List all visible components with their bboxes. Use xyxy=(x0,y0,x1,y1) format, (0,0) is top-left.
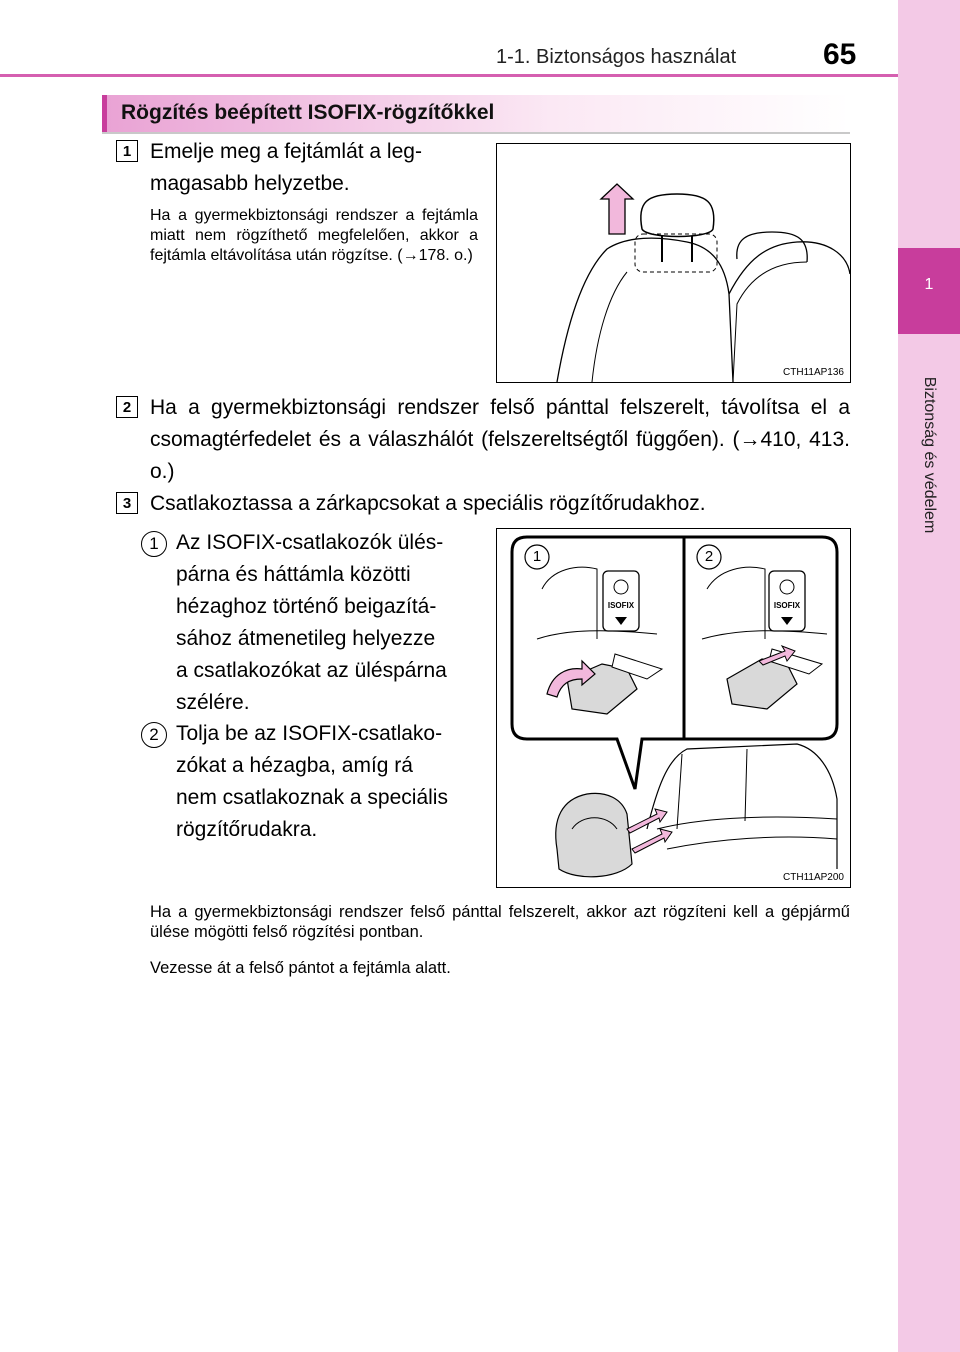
figure-1-code: CTH11AP136 xyxy=(783,367,844,378)
step-number-2: 2 xyxy=(116,396,138,418)
isofix-label-left: ISOFIX xyxy=(607,601,635,610)
section-title: Rögzítés beépített ISOFIX-rögzítőkkel xyxy=(121,101,495,124)
step-3-text: Csatlakoztassa a zárkapcsokat a speciális rögzítőrudakhoz. xyxy=(150,492,706,515)
substep-2-line-2: zókat a hézagba, amíg rá xyxy=(176,754,413,777)
figure-headrest xyxy=(496,143,851,383)
note-1: Ha a gyermekbiztonsági rendszer felső pánttal felszerelt, akkor azt rögzíteni kell a gépjármű ülése mögötti felső rögzítési pontban. xyxy=(150,903,850,941)
running-header: 1-1. Biztonságos használat xyxy=(496,46,737,68)
step-number-1: 1 xyxy=(116,140,138,162)
isofix-illustration xyxy=(497,529,850,887)
side-thumb-tab xyxy=(898,0,960,1352)
chapter-title: Biztonság és védelem xyxy=(921,376,938,534)
step-2-text: Ha a gyermekbiztonsági rendszer felső pánttal felszerelt, távolítsa el a csomagtérfedelet és a válaszhálót (felszereltségtől függően). (→410, 413. o.) xyxy=(150,396,850,483)
substep-1-line-4: sához átmenetileg helyezze xyxy=(176,627,436,650)
substep-number-2: 2 xyxy=(141,722,167,748)
step-number-3: 3 xyxy=(116,492,138,514)
substep-1-line-1: Az ISOFIX-csatlakozók ülés- xyxy=(176,531,444,554)
substep-1-line-6: szélére. xyxy=(176,691,250,714)
step-1-line-2: magasabb helyzetbe. xyxy=(150,172,350,195)
substep-1-text xyxy=(176,527,486,719)
page-number: 65 xyxy=(823,38,857,71)
substep-2-line-4: rögzítőrudakra. xyxy=(176,818,318,841)
step-1-line-1: Emelje meg a fejtámlát a leg- xyxy=(150,140,422,163)
substep-2-line-1: Tolja be az ISOFIX-csatlako- xyxy=(176,722,443,745)
header-rule xyxy=(0,74,898,77)
figure-isofix xyxy=(496,528,851,888)
figure-2-callout-1: 1 xyxy=(532,548,542,565)
figure-2-callout-2: 2 xyxy=(704,548,714,565)
isofix-label-right: ISOFIX xyxy=(773,601,801,610)
substep-2-line-3: nem csatlakoznak a speciális xyxy=(176,786,448,809)
chapter-number: 1 xyxy=(924,276,934,293)
substep-1-line-5: a csatlakozókat az üléspárna xyxy=(176,659,447,682)
headrest-illustration xyxy=(497,144,850,382)
substep-2-text xyxy=(176,718,486,846)
substep-number-1: 1 xyxy=(141,531,167,557)
substep-1-line-3: hézaghoz történő beigazítá- xyxy=(176,595,437,618)
section-title-accent xyxy=(102,95,107,132)
section-title-underline xyxy=(102,132,850,134)
step-1-text xyxy=(150,136,485,200)
substep-1-line-2: párna és háttámla közötti xyxy=(176,563,411,586)
figure-2-code: CTH11AP200 xyxy=(783,872,844,883)
note-2: Vezesse át a felső pántot a fejtámla alatt. xyxy=(150,959,451,977)
step-1-note: Ha a gyermekbiztonsági rendszer a fejtámla miatt nem rögzíthető megfelelően, akkor a fejtámla eltávolítása után rögzítse. (→178. o.) xyxy=(150,207,478,264)
